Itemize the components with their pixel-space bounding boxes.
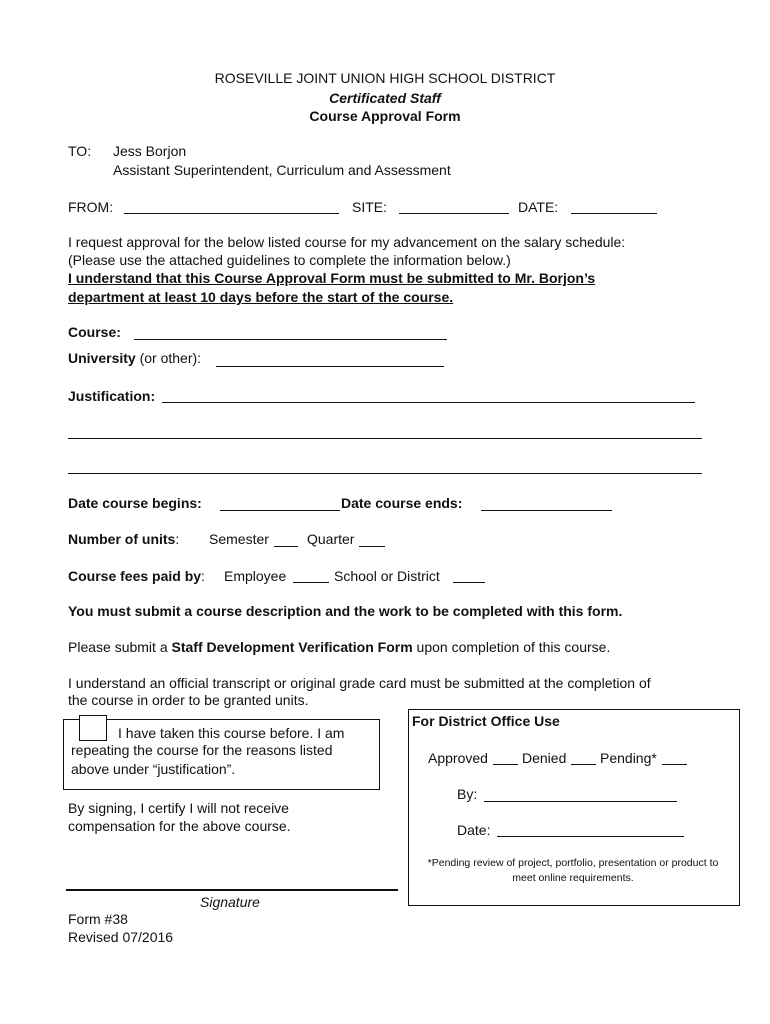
university-field[interactable] <box>216 366 444 367</box>
date-ends-field[interactable] <box>481 510 612 511</box>
date-field[interactable] <box>571 213 657 214</box>
verification-form-name: Staff Development Verification Form <box>171 639 413 655</box>
repeat-course-line-1: I have taken this course before. I am <box>118 725 345 741</box>
employee-field[interactable] <box>293 582 329 583</box>
district-name: ROSEVILLE JOINT UNION HIGH SCHOOL DISTRICT <box>214 70 556 86</box>
fees-label-colon: : <box>201 568 205 584</box>
semester-label: Semester <box>209 531 269 547</box>
pending-note-2: meet online requirements. <box>512 872 634 884</box>
form-number: Form #38 <box>68 911 128 927</box>
site-label: SITE: <box>352 199 388 215</box>
pending-field[interactable] <box>662 764 687 765</box>
fees-label <box>68 568 205 584</box>
to-name: Jess Borjon <box>113 143 187 159</box>
office-date-label: Date: <box>457 822 491 838</box>
signature-label: Signature <box>200 894 260 910</box>
pending-label: Pending* <box>600 750 657 766</box>
units-label-colon: : <box>175 531 180 547</box>
verification-post: upon completion of this course. <box>412 639 611 655</box>
pending-note-1: *Pending review of project, portfolio, presentation or product to <box>427 857 719 869</box>
fees-label-bold: Course fees paid by <box>68 568 202 584</box>
date-ends-label: Date course ends: <box>341 495 463 511</box>
quarter-field[interactable] <box>359 546 385 547</box>
office-date-field[interactable] <box>497 836 684 837</box>
course-description-notice: You must submit a course description and the work to be completed with this form. <box>68 603 623 619</box>
quarter-label: Quarter <box>307 531 355 547</box>
certify-line-2: compensation for the above course. <box>68 818 291 834</box>
course-field[interactable] <box>134 339 447 340</box>
units-label <box>68 531 179 547</box>
course-label: Course: <box>68 324 121 340</box>
to-label: TO: <box>68 143 92 159</box>
repeat-course-line-2: repeating the course for the reasons listed <box>71 742 333 758</box>
by-field[interactable] <box>484 801 677 802</box>
by-label: By: <box>457 786 478 802</box>
justification-field-1[interactable] <box>162 402 695 403</box>
units-label-bold: Number of units <box>68 531 176 547</box>
justification-field-2[interactable] <box>68 438 702 439</box>
repeat-course-checkbox[interactable] <box>79 715 107 741</box>
to-title: Assistant Superintendent, Curriculum and Assessment <box>113 162 451 178</box>
staff-type: Certificated Staff <box>329 90 441 106</box>
district-office-title: For District Office Use <box>412 713 560 729</box>
school-field[interactable] <box>453 582 485 583</box>
transcript-notice-2: the course in order to be granted units. <box>68 692 309 708</box>
deadline-notice-2: department at least 10 days before the start of the course. <box>68 289 454 305</box>
denied-field[interactable] <box>571 764 596 765</box>
university-label-suffix: (or other): <box>135 350 202 366</box>
signature-field[interactable] <box>66 889 398 891</box>
verification-form-notice <box>68 639 610 655</box>
justification-field-3[interactable] <box>68 473 702 474</box>
date-begins-label: Date course begins: <box>68 495 202 511</box>
certify-line-1: By signing, I certify I will not receive <box>68 800 289 816</box>
date-label: DATE: <box>518 199 559 215</box>
university-label <box>68 350 201 366</box>
site-field[interactable] <box>399 213 509 214</box>
deadline-notice-1: I understand that this Course Approval Form must be submitted to Mr. Borjon’s <box>68 270 596 286</box>
approved-label: Approved <box>428 750 488 766</box>
justification-label: Justification: <box>68 388 156 404</box>
intro-line-2: (Please use the attached guidelines to complete the information below.) <box>68 252 511 268</box>
employee-label: Employee <box>224 568 287 584</box>
school-label: School or District <box>334 568 440 584</box>
semester-field[interactable] <box>274 546 298 547</box>
repeat-course-line-3: above under “justification”. <box>71 761 236 777</box>
university-label-bold: University <box>68 350 136 366</box>
from-field[interactable] <box>124 213 339 214</box>
approved-field[interactable] <box>493 764 518 765</box>
intro-line-1: I request approval for the below listed course for my advancement on the salary schedule: <box>68 234 626 250</box>
denied-label: Denied <box>522 750 567 766</box>
revised-date: Revised 07/2016 <box>68 929 174 945</box>
form-title: Course Approval Form <box>309 108 461 124</box>
from-label: FROM: <box>68 199 114 215</box>
date-begins-field[interactable] <box>220 510 340 511</box>
transcript-notice-1: I understand an official transcript or original grade card must be submitted at the completion of <box>68 675 651 691</box>
verification-pre: Please submit a <box>68 639 172 655</box>
